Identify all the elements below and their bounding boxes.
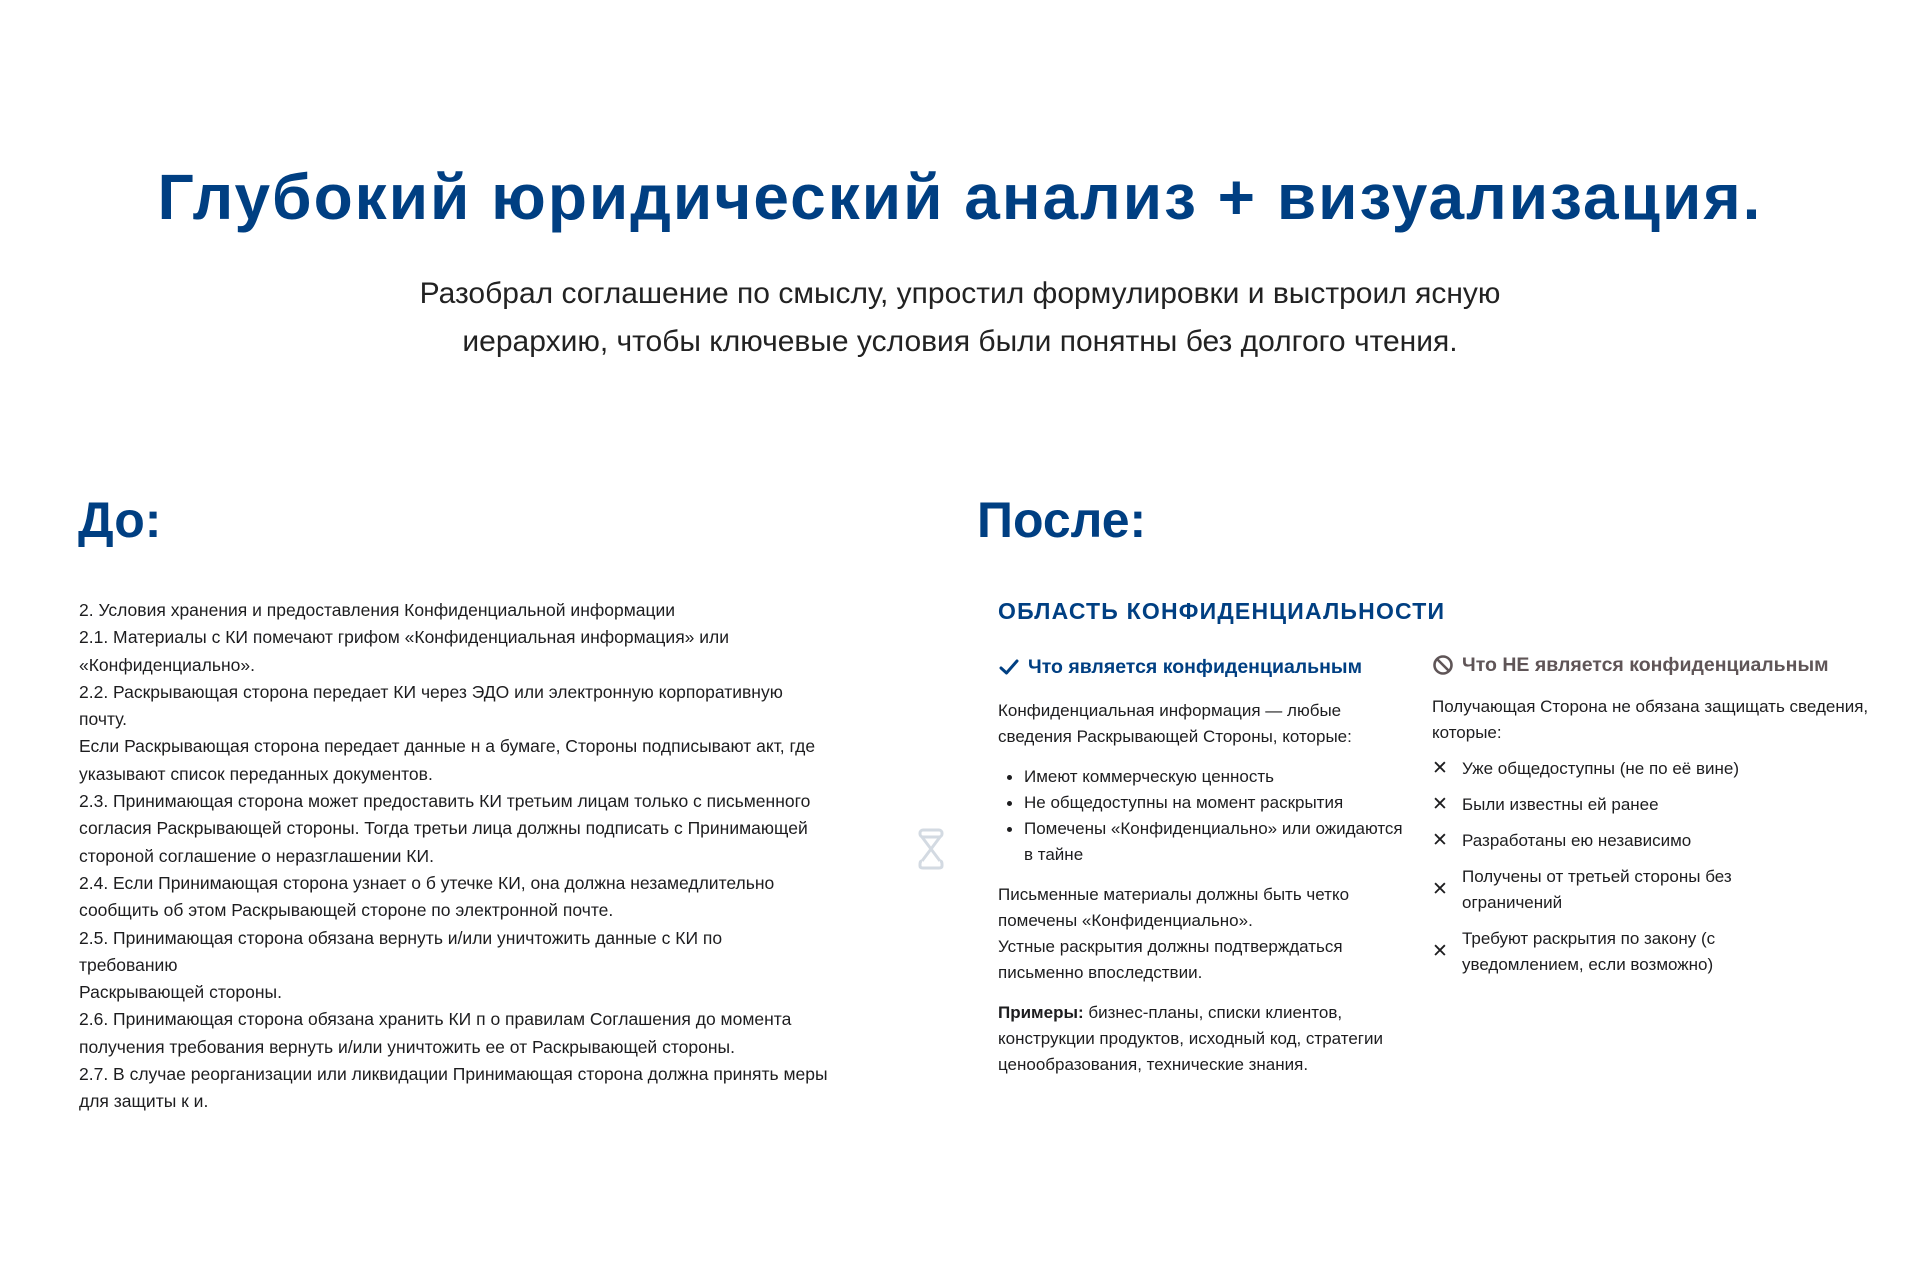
list-item [1432,864,1872,916]
confidential-heading [998,652,1408,682]
examples-paragraph [998,1000,1408,1078]
contract-line: Если Раскрывающая сторона передает данные н а бумаге, Стороны подписывают акт, где [79,736,816,757]
subtitle-line: Разобрал соглашение по смыслу, упростил формулировки и выстроил ясную [419,277,1501,310]
after-heading: После: [977,492,1147,548]
cross-icon: ✕ [1432,941,1448,962]
contract-line: 2.4. Если Принимающая сторона узнает о б утечке КИ, она должна незамедлительно [79,872,775,893]
oral-disclosure-note: Устные раскрытия должны подтверждаться письменно впоследствии. [998,937,1343,982]
subtitle-line: иерархию, чтобы ключевые условия были понятны без долгого чтения. [462,325,1458,358]
check-icon [998,656,1020,678]
before-heading: До: [78,492,162,548]
confidential-column [998,652,1408,1078]
list-item-label: Уже общедоступны (не по её вине) [1462,759,1740,778]
list-item [1432,926,1872,978]
contract-line: Раскрывающей стороны. [79,982,282,1003]
hourglass-icon [918,828,944,870]
confidential-intro: Конфиденциальная информация — любые сведения Раскрывающей Стороны, которые: [998,701,1352,746]
list-item-label: Были известны ей ранее [1462,795,1659,814]
list-item-label: Разработаны ею независимо [1462,831,1692,850]
cross-icon: ✕ [1432,830,1448,851]
contract-line: 2.2. Раскрывающая сторона передает КИ через ЭДО или электронную корпоративную [79,681,783,702]
scope-title: ОБЛАСТЬ КОНФИДЕНЦИАЛЬНОСТИ [998,598,1446,624]
list-item [1432,792,1872,818]
contract-line: указывают список переданных документов. [79,763,433,784]
contract-line: 2. Условия хранения и предоставления Конфиденциальной информации [79,600,676,620]
contract-line: 2.1. Материалы с КИ помечают грифом «Конфиденциальная информация» или [79,627,730,648]
examples-label: Примеры: [998,1003,1084,1022]
page-title: Глубокий юридический анализ + визуализация. [157,161,1763,233]
contract-line: согласия Раскрывающей стороны. Тогда третьи лица должны подписать с Принимающей [79,818,808,839]
exclusions-list [1432,756,1872,978]
list-item: Не общедоступны на момент раскрытия [998,790,1408,816]
contract-line: получения требования вернуть и/или уничтожить ее от Раскрывающей стороны. [79,1036,735,1057]
contract-line: «Конфиденциально». [79,654,255,675]
marking-requirements [998,882,1408,986]
not-confidential-heading [1432,650,1872,680]
contract-line: 2.3. Принимающая сторона может предоставить КИ третьим лицам только с письменного [79,791,811,812]
contract-line: сообщить об этом Раскрывающей стороне по электронной почте. [79,900,614,921]
list-item: Имеют коммерческую ценность [998,764,1408,790]
list-item [1432,828,1872,854]
examples-text: бизнес-планы, списки клиентов, конструкции продуктов, исходный код, стратегии ценообразования, технические знания. [998,1003,1383,1074]
written-materials-note: Письменные материалы должны быть четко помечены «Конфиденциально». [998,885,1350,930]
list-item: Помечены «Конфиденциально» или ожидаются в тайне [998,816,1408,868]
cross-icon: ✕ [1432,758,1448,779]
page-subtitle [0,270,1920,366]
before-contract-text [79,597,899,1116]
list-item-label: Требуют раскрытия по закону (с уведомлением, если возможно) [1462,929,1716,974]
list-item-label: Получены от третьей стороны без ограничений [1462,867,1732,912]
list-item [1432,756,1872,782]
contract-line: стороной соглашение о неразглашении КИ. [79,845,434,866]
contract-line: почту. [79,709,128,730]
not-confidential-column [1432,650,1872,988]
confidential-criteria-list [998,764,1408,868]
confidential-heading-label: Что является конфиденциальным [1028,656,1363,678]
not-confidential-intro: Получающая Сторона не обязана защищать сведения, которые: [1432,697,1869,742]
contract-line: для защиты к и. [79,1091,209,1112]
cross-icon: ✕ [1432,794,1448,815]
not-confidential-heading-label: Что НЕ является конфиденциальным [1462,654,1829,676]
contract-line: 2.7. В случае реорганизации или ликвидации Принимающая сторона должна принять меры [79,1064,828,1085]
prohibited-icon [1432,654,1454,676]
contract-line: требованию [79,954,178,975]
contract-line: 2.6. Принимающая сторона обязана хранить КИ п о правилам Соглашения до момента [79,1009,792,1030]
cross-icon: ✕ [1432,879,1448,900]
contract-line: 2.5. Принимающая сторона обязана вернуть и/или уничтожить данные с КИ по [79,927,723,948]
